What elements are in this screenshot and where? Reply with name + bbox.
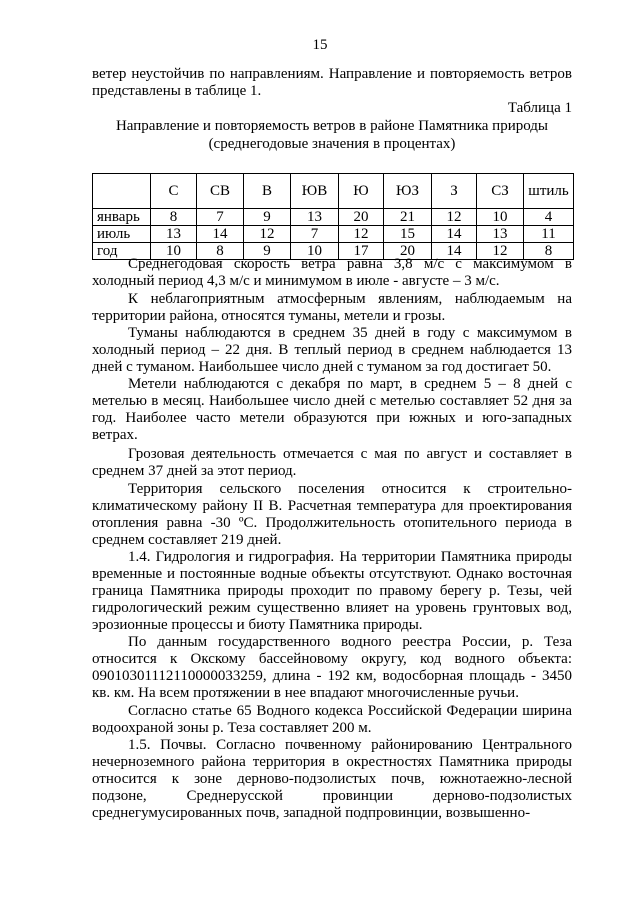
table-title-line1: Направление и повторяемость ветров в районе Памятника природы <box>115 118 549 134</box>
table-cell: 11 <box>524 226 574 243</box>
table-cell: 13 <box>477 226 524 243</box>
table-cell: 13 <box>151 226 197 243</box>
fog-paragraph: Туманы наблюдаются в среднем 35 дней в году с максимумом в холодный период – 22 дня. В теплый период в среднем наблюдается 13 дней с туманом. Наибольшее число дней с туманом за год достигает 50. <box>92 325 572 375</box>
table-cell: 14 <box>432 243 477 260</box>
table-header-cell: С <box>151 174 197 209</box>
table-header-cell: ЮВ <box>291 174 339 209</box>
page-number: 15 <box>312 37 328 53</box>
climate-zone-paragraph: Территория сельского поселения относится к строительно-климатическому району II В. Расчетная температура для проектирования отопления равна -30 ºС. Продолжительность отопительного периода в среднем составляет 219 дней. <box>92 481 572 548</box>
table-cell: 14 <box>197 226 244 243</box>
table-row-label: январь <box>93 209 151 226</box>
table-cell: 12 <box>477 243 524 260</box>
table-header-cell: СВ <box>197 174 244 209</box>
table-cell: 9 <box>244 243 291 260</box>
table-cell: 12 <box>244 226 291 243</box>
table-cell: 10 <box>151 243 197 260</box>
table-header-row <box>93 174 574 209</box>
soils-paragraph: 1.5. Почвы. Согласно почвенному районированию Центрального нечерноземного района территория в окрестностях Памятника природы относится к зоне дерново-подзолистых почв, южнотаежно-лесной подзоне, Среднерусской провинции дерново-подзолистых среднегумусированных почв, западной подпровинции, возвышенно- <box>92 737 572 821</box>
water-protection-paragraph: Согласно статье 65 Водного кодекса Российской Федерации ширина водоохраной зоны р. Теза составляет 200 м. <box>92 703 572 736</box>
table-cell: 20 <box>384 243 432 260</box>
table-header-cell: В <box>244 174 291 209</box>
hydrology-paragraph: 1.4. Гидрология и гидрография. На территории Памятника природы временные и постоянные водные объекты отсутствуют. Однако восточная граница Памятника природы проходит по правому берегу р. Тезы, чей гидрологический режим существенно влияет на уровень грунтовых вод, эрозионные процессы и биоту Памятника природы. <box>92 549 572 633</box>
table-header-cell: штиль <box>524 174 574 209</box>
table-row <box>93 226 574 243</box>
table-cell: 8 <box>151 209 197 226</box>
table-cell: 15 <box>384 226 432 243</box>
table-row-label: год <box>93 243 151 260</box>
table-cell: 10 <box>291 243 339 260</box>
weather-phenomena-paragraph: К неблагоприятным атмосферным явлениям, наблюдаемым на территории района, относятся туманы, метели и грозы. <box>92 291 572 324</box>
table-title-line2: (среднегодовые значения в процентах) <box>208 136 456 152</box>
table-header-cell: СЗ <box>477 174 524 209</box>
table-cell: 7 <box>291 226 339 243</box>
table-cell: 13 <box>291 209 339 226</box>
table-header-cell: З <box>432 174 477 209</box>
table-caption: Таблица 1 <box>507 100 572 116</box>
table-cell: 7 <box>197 209 244 226</box>
table-cell: 12 <box>432 209 477 226</box>
table-header-cell: Ю <box>339 174 384 209</box>
table-cell: 8 <box>524 243 574 260</box>
table-cell: 20 <box>339 209 384 226</box>
table-cell: 21 <box>384 209 432 226</box>
blizzard-paragraph: Метели наблюдаются с декабря по март, в среднем 5 – 8 дней с метелью в месяц. Наибольшее число дней с метелью составляет 52 дня за год. Наиболее часто метели образуются при южных и юго-западных ветрах. <box>92 376 572 443</box>
table-cell: 10 <box>477 209 524 226</box>
table-header-cell <box>93 174 151 209</box>
wind-table <box>92 173 574 260</box>
table-cell: 4 <box>524 209 574 226</box>
table-cell: 9 <box>244 209 291 226</box>
table-header-cell: ЮЗ <box>384 174 432 209</box>
table-cell: 12 <box>339 226 384 243</box>
table-cell: 17 <box>339 243 384 260</box>
table-cell: 8 <box>197 243 244 260</box>
table-cell: 14 <box>432 226 477 243</box>
thunderstorm-paragraph: Грозовая деятельность отмечается с мая по август и составляет в среднем 37 дней за этот период. <box>92 446 572 479</box>
table-row-label: июль <box>93 226 151 243</box>
wind-speed-paragraph: Среднегодовая скорость ветра равна 3,8 м/с с максимумом в холодный период 4,3 м/с и минимумом в июле - августе – 3 м/с. <box>92 256 572 289</box>
water-registry-paragraph: По данным государственного водного реестра России, р. Теза относится к Окскому бассейновому округу, код водного объекта: 09010301112110000033259, длина - 192 км, водосборная площадь - 3450 кв. км. На всем протяжении в нее впадают многочисленные ручьи. <box>92 634 572 701</box>
table-row <box>93 209 574 226</box>
intro-paragraph: ветер неустойчив по направлениям. Направление и повторяемость ветров представлены в таблице 1. <box>92 66 572 99</box>
